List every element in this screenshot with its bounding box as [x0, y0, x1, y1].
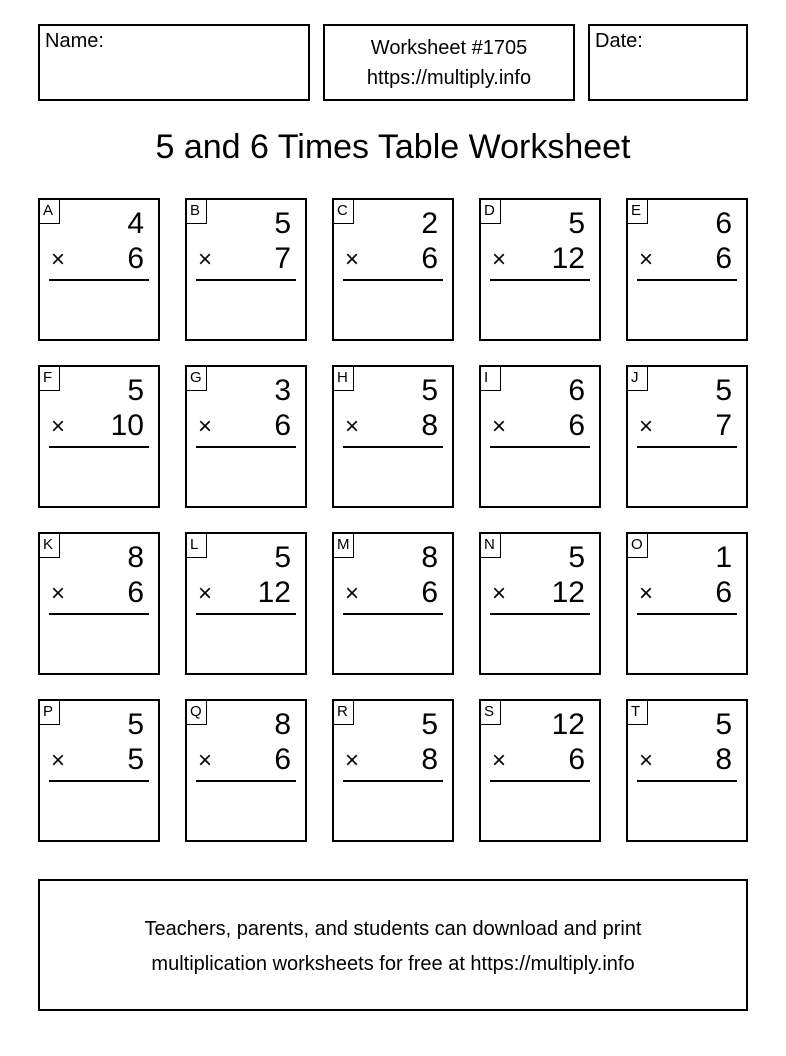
- problem-letter: K: [40, 534, 60, 558]
- multiplier: 10: [110, 409, 144, 442]
- multiplicand: 5: [127, 708, 144, 741]
- answer-line: [343, 279, 443, 281]
- problem-card[interactable]: [479, 365, 601, 508]
- problem-letter: P: [40, 701, 60, 725]
- answer-line: [49, 780, 149, 782]
- multiplier: 8: [421, 743, 438, 776]
- answer-line: [49, 446, 149, 448]
- multiply-sign-icon: ×: [639, 413, 654, 440]
- answer-line: [343, 446, 443, 448]
- multiplier: 6: [568, 409, 585, 442]
- multiply-sign-icon: ×: [198, 580, 213, 607]
- multiplicand: 5: [274, 541, 291, 574]
- multiplicand: 5: [127, 374, 144, 407]
- multiply-sign-icon: ×: [639, 246, 654, 273]
- answer-line: [196, 279, 296, 281]
- problem-letter: N: [481, 534, 501, 558]
- problem-card[interactable]: [332, 365, 454, 508]
- problem-card[interactable]: [185, 532, 307, 675]
- multiplicand: 12: [551, 708, 585, 741]
- answer-line: [196, 446, 296, 448]
- multiply-sign-icon: ×: [639, 747, 654, 774]
- problem-letter: J: [628, 367, 648, 391]
- multiply-sign-icon: ×: [198, 246, 213, 273]
- multiplier: 5: [127, 743, 144, 776]
- problem-letter: C: [334, 200, 354, 224]
- problem-letter: F: [40, 367, 60, 391]
- multiplier: 7: [715, 409, 732, 442]
- worksheet-url: https://multiply.info: [366, 67, 532, 89]
- multiplicand: 3: [274, 374, 291, 407]
- multiplier: 6: [274, 409, 291, 442]
- problem-letter: L: [187, 534, 207, 558]
- problem-letter: I: [481, 367, 501, 391]
- answer-line: [490, 613, 590, 615]
- answer-line: [343, 613, 443, 615]
- problem-card[interactable]: [185, 365, 307, 508]
- problem-letter: O: [628, 534, 648, 558]
- multiply-sign-icon: ×: [639, 580, 654, 607]
- worksheet-info-box: [323, 24, 575, 101]
- problem-card[interactable]: [38, 532, 160, 675]
- problem-card[interactable]: [626, 198, 748, 341]
- multiply-sign-icon: ×: [492, 413, 507, 440]
- problem-card[interactable]: [185, 198, 307, 341]
- multiplicand: 5: [421, 374, 438, 407]
- multiplier: 6: [715, 242, 732, 275]
- multiplier: 6: [127, 576, 144, 609]
- multiply-sign-icon: ×: [51, 747, 66, 774]
- problem-letter: R: [334, 701, 354, 725]
- answer-line: [49, 613, 149, 615]
- answer-line: [196, 780, 296, 782]
- multiplier: 6: [715, 576, 732, 609]
- problem-card[interactable]: [626, 699, 748, 842]
- multiply-sign-icon: ×: [345, 747, 360, 774]
- multiply-sign-icon: ×: [198, 413, 213, 440]
- multiply-sign-icon: ×: [51, 413, 66, 440]
- answer-line: [49, 279, 149, 281]
- answer-line: [637, 613, 737, 615]
- name-field-box[interactable]: [38, 24, 310, 101]
- name-label: Name:: [45, 30, 104, 52]
- footer-text-line-1: Teachers, parents, and students can download and print: [144, 918, 642, 940]
- multiplier: 12: [257, 576, 291, 609]
- multiply-sign-icon: ×: [51, 246, 66, 273]
- problem-letter: H: [334, 367, 354, 391]
- footer-box: [38, 879, 748, 1011]
- page-title: 5 and 6 Times Table Worksheet: [155, 128, 631, 166]
- problem-card[interactable]: [38, 198, 160, 341]
- multiply-sign-icon: ×: [51, 580, 66, 607]
- multiplicand: 6: [715, 207, 732, 240]
- multiplier: 6: [127, 242, 144, 275]
- problem-card[interactable]: [38, 365, 160, 508]
- answer-line: [490, 446, 590, 448]
- multiplicand: 5: [421, 708, 438, 741]
- problem-letter: G: [187, 367, 207, 391]
- problem-card[interactable]: [185, 699, 307, 842]
- problem-card[interactable]: [332, 699, 454, 842]
- multiplicand: 5: [715, 708, 732, 741]
- multiply-sign-icon: ×: [492, 580, 507, 607]
- date-field-box[interactable]: [588, 24, 748, 101]
- multiplier: 6: [568, 743, 585, 776]
- problem-card[interactable]: [479, 198, 601, 341]
- problem-card[interactable]: [626, 532, 748, 675]
- multiply-sign-icon: ×: [345, 580, 360, 607]
- problem-letter: Q: [187, 701, 207, 725]
- problem-letter: E: [628, 200, 648, 224]
- problem-card[interactable]: [479, 532, 601, 675]
- multiplicand: 6: [568, 374, 585, 407]
- date-label: Date:: [595, 30, 643, 52]
- multiplicand: 5: [568, 207, 585, 240]
- multiplicand: 8: [421, 541, 438, 574]
- worksheet-number: Worksheet #1705: [370, 37, 528, 59]
- answer-line: [343, 780, 443, 782]
- multiplier: 6: [421, 242, 438, 275]
- multiply-sign-icon: ×: [345, 413, 360, 440]
- multiplicand: 5: [568, 541, 585, 574]
- answer-line: [637, 446, 737, 448]
- problem-letter: M: [334, 534, 354, 558]
- problem-letter: S: [481, 701, 501, 725]
- multiplier: 7: [274, 242, 291, 275]
- multiply-sign-icon: ×: [492, 246, 507, 273]
- problem-card[interactable]: [332, 532, 454, 675]
- problem-card[interactable]: [626, 365, 748, 508]
- multiplier: 8: [421, 409, 438, 442]
- problem-card[interactable]: [332, 198, 454, 341]
- problem-letter: D: [481, 200, 501, 224]
- answer-line: [637, 279, 737, 281]
- multiplicand: 8: [127, 541, 144, 574]
- problem-letter: A: [40, 200, 60, 224]
- multiplicand: 8: [274, 708, 291, 741]
- multiplicand: 5: [715, 374, 732, 407]
- multiply-sign-icon: ×: [198, 747, 213, 774]
- problem-letter: B: [187, 200, 207, 224]
- answer-line: [490, 780, 590, 782]
- multiplier: 12: [551, 242, 585, 275]
- footer-text-line-2: multiplication worksheets for free at https://multiply.info: [151, 953, 635, 975]
- multiplier: 8: [715, 743, 732, 776]
- answer-line: [490, 279, 590, 281]
- multiplicand: 5: [274, 207, 291, 240]
- multiplier: 12: [551, 576, 585, 609]
- multiply-sign-icon: ×: [345, 246, 360, 273]
- multiplicand: 1: [715, 541, 732, 574]
- problem-letter: T: [628, 701, 648, 725]
- multiplicand: 4: [127, 207, 144, 240]
- problem-card[interactable]: [479, 699, 601, 842]
- multiply-sign-icon: ×: [492, 747, 507, 774]
- problem-card[interactable]: [38, 699, 160, 842]
- multiplicand: 2: [421, 207, 438, 240]
- problem-grid: [38, 198, 748, 842]
- answer-line: [637, 780, 737, 782]
- multiplier: 6: [421, 576, 438, 609]
- multiplier: 6: [274, 743, 291, 776]
- answer-line: [196, 613, 296, 615]
